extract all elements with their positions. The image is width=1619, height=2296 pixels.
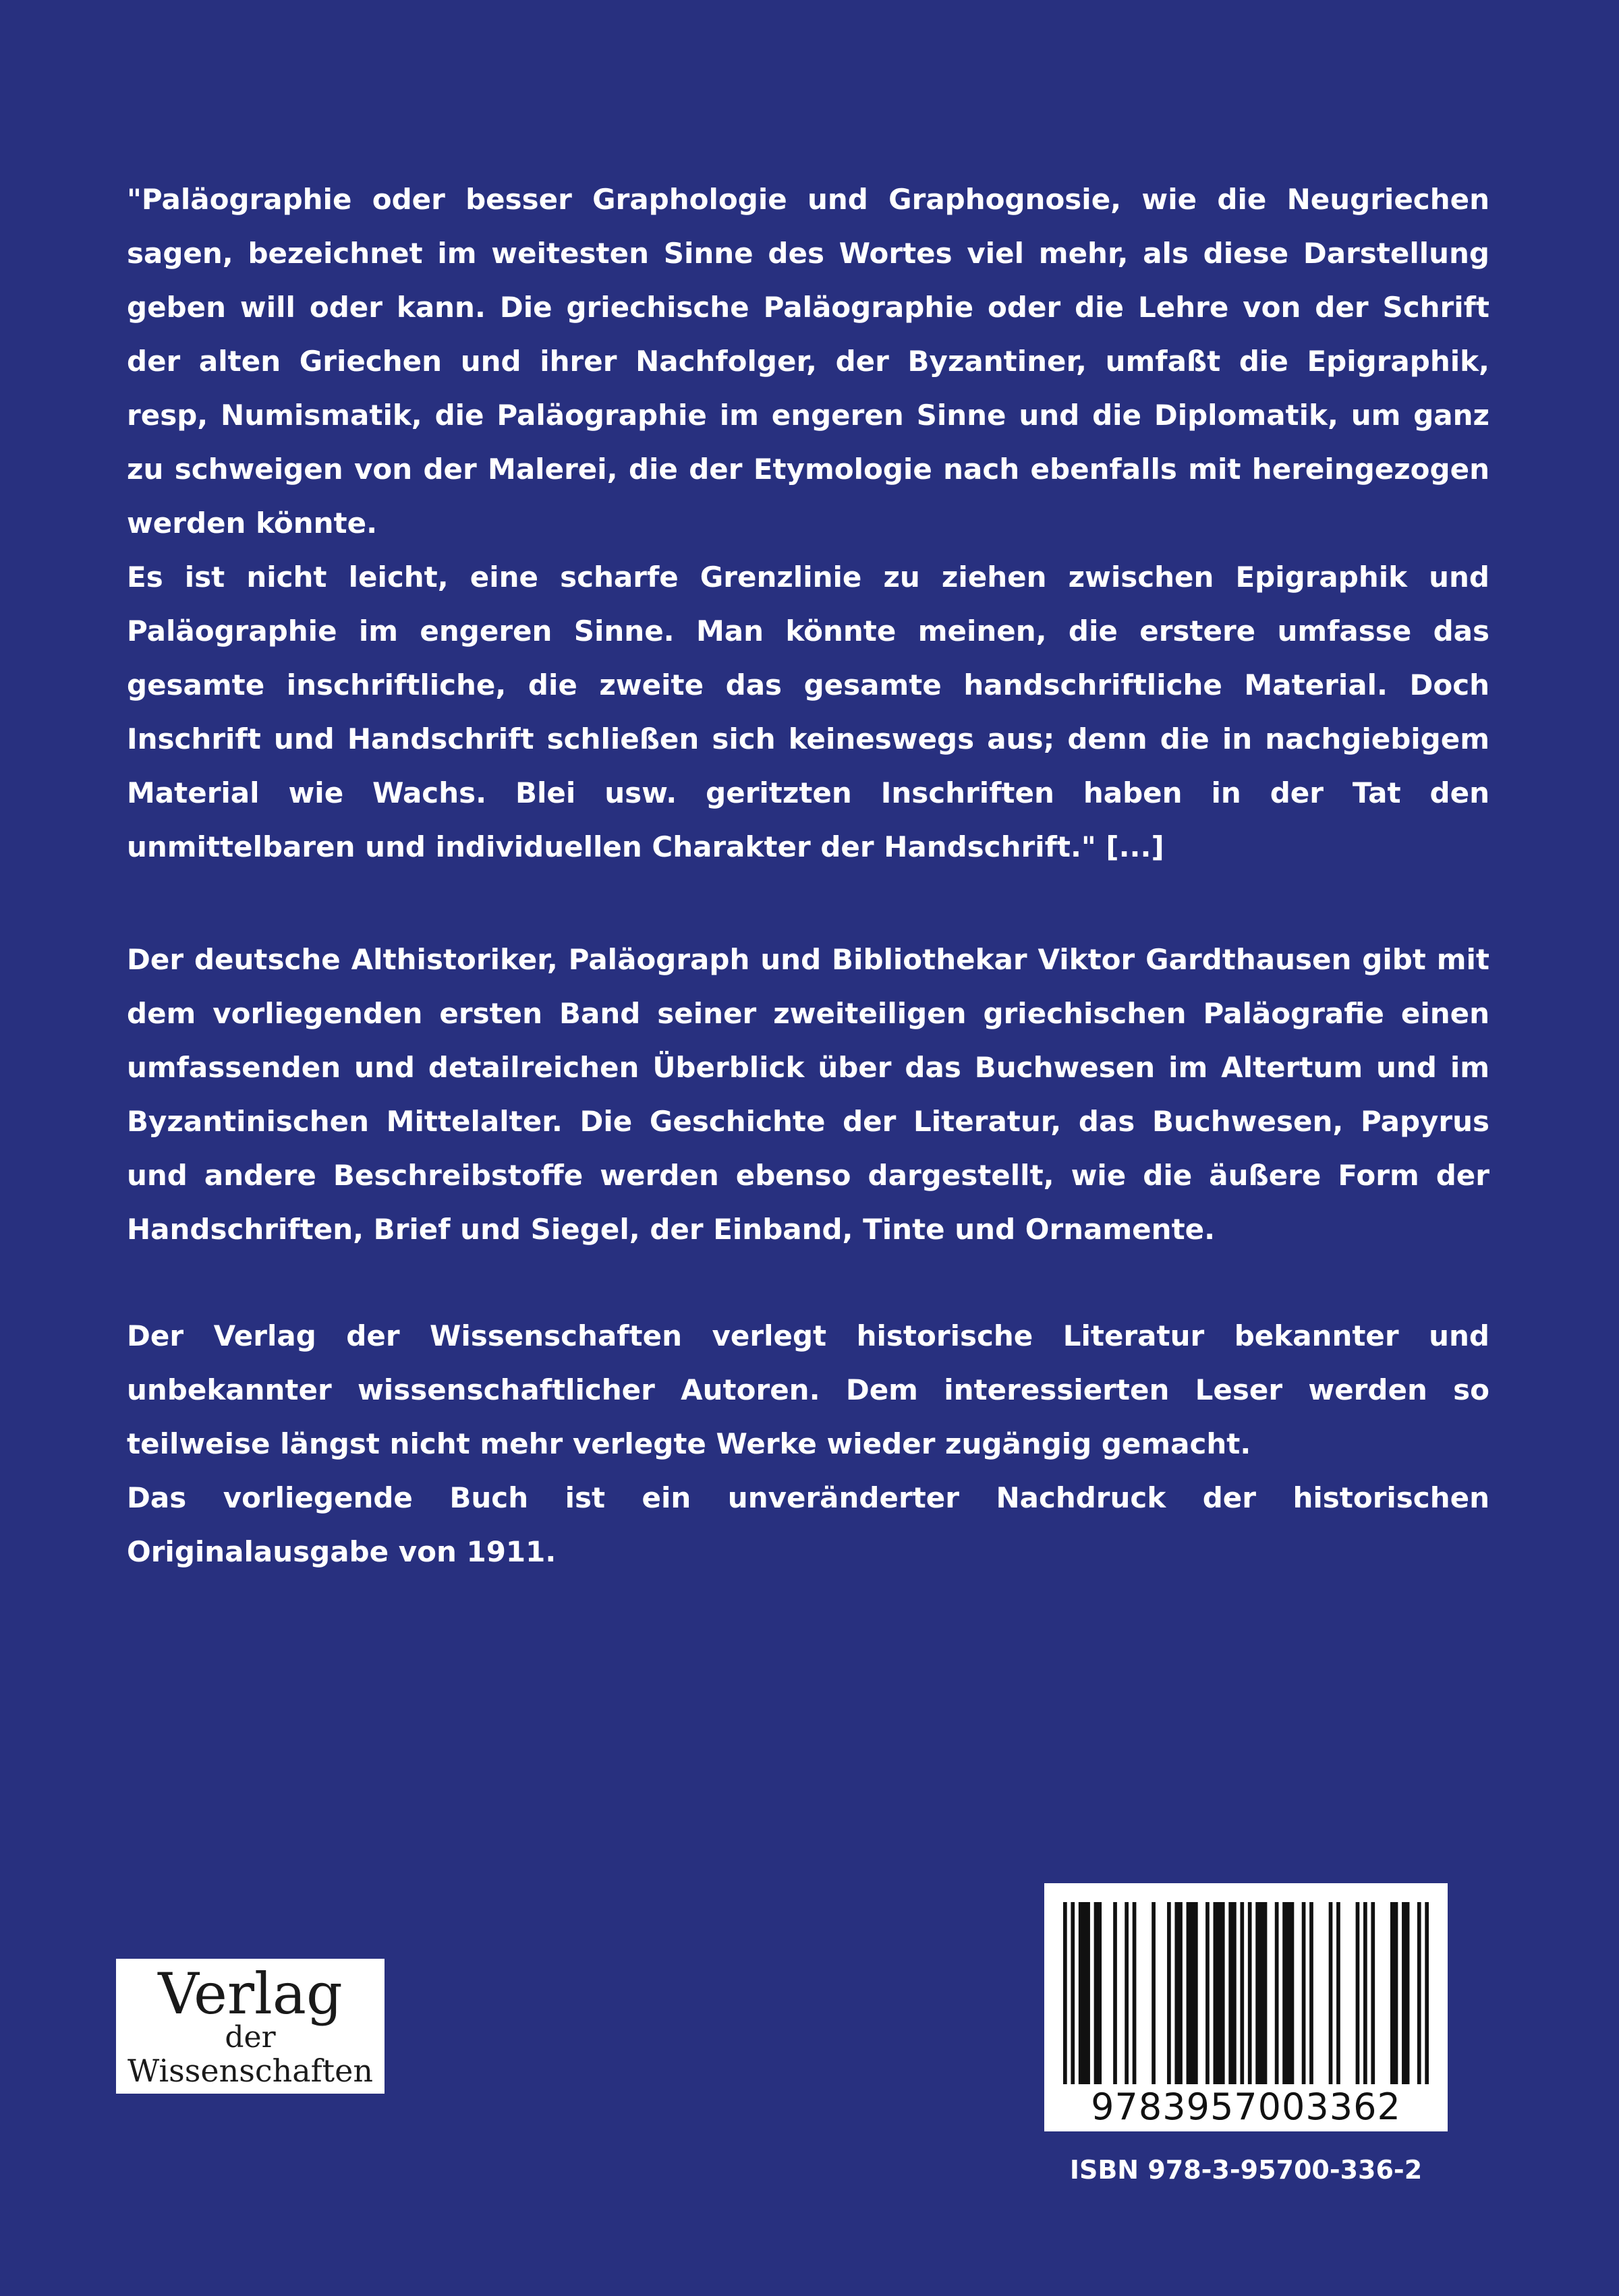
- barcode-bar: [1417, 1902, 1421, 2084]
- barcode-bar: [1167, 1902, 1171, 2084]
- barcode-bar: [1356, 1902, 1360, 2084]
- quote-paragraph: Es ist nicht leicht, eine scharfe Grenzlinie zu ziehen zwischen Epigraphik und Paläographie im engeren Sinne. Man könnte meinen, die erstere umfasse das gesamte inschriftliche, die zweite das gesamte handschriftliche Material. Doch Inschrift und Handschrift schließen sich keineswegs aus; denn die in nachgiebigem Material wie Wachs. Blei usw. geritzten Inschriften haben in der Tat den unmittelbaren und individuellen Charakter der Handschrift." [...]: [127, 561, 1489, 863]
- barcode-bars: [1063, 1902, 1429, 2084]
- barcode-bar: [1302, 1902, 1306, 2084]
- barcode-bar: [1174, 1902, 1182, 2084]
- description-block: [127, 933, 1489, 1257]
- barcode-bar: [1275, 1902, 1279, 2084]
- barcode-bar: [1228, 1902, 1236, 2084]
- barcode-bar: [1133, 1902, 1137, 2084]
- barcode-bar: [1402, 1902, 1409, 2084]
- barcode-bar: [1371, 1902, 1375, 2084]
- publisher-logo: [116, 1959, 385, 2094]
- publisher-paragraph: Das vorliegende Buch ist ein unveränderter Nachdruck der historischen Originalausgabe von 1911.: [127, 1481, 1489, 1568]
- logo-line-wissenschaften: Wissenschaften: [127, 2053, 374, 2089]
- barcode-bar: [1425, 1902, 1429, 2084]
- publisher-paragraph: Der Verlag der Wissenschaften verlegt historische Literatur bekannter und unbekannter wissenschaftlicher Autoren. Dem interessierten Leser werden so teilweise längst nicht mehr verlegte Werke wieder zugängig gemacht.: [127, 1319, 1489, 1460]
- description-paragraph: Der deutsche Althistoriker, Paläograph und Bibliothekar Viktor Gardthausen gibt mit dem vorliegenden ersten Band seiner zweiteiligen griechischen Paläografie einen umfassenden und detailreichen Überblick über das Buchwesen im Altertum und im Byzantinischen Mittelalter. Die Geschichte der Literatur, das Buchwesen, Papyrus und andere Beschreibstoffe werden ebenso dargestellt, wie die äußere Form der Handschriften, Brief und Siegel, der Einband, Tinte und Ornamente.: [127, 943, 1489, 1246]
- quote-block: [127, 173, 1489, 874]
- quote-paragraph: "Paläographie oder besser Graphologie und Graphognosie, wie die Neugriechen sagen, bezeichnet im weitesten Sinne des Wortes viel mehr, als diese Darstellung geben will oder kann. Die griechische Paläographie oder die Lehre von der Schrift der alten Griechen und ihrer Nachfolger, der Byzantiner, umfaßt die Epigraphik, resp, Numismatik, die Paläographie im engeren Sinne und die Diplomatik, um ganz zu schweigen von der Malerei, die der Etymologie nach ebenfalls mit hereingezogen werden könnte.: [127, 183, 1489, 540]
- barcode-bar: [1255, 1902, 1267, 2084]
- logo-line-der: der: [225, 2020, 276, 2055]
- barcode-bar: [1187, 1902, 1198, 2084]
- barcode-bar: [1390, 1902, 1398, 2084]
- barcode-bar: [1125, 1902, 1129, 2084]
- barcode-bar: [1363, 1902, 1367, 2084]
- barcode-bar: [1079, 1902, 1090, 2084]
- barcode-bar: [1205, 1902, 1210, 2084]
- barcode-bar: [1071, 1902, 1075, 2084]
- barcode-bar: [1309, 1902, 1313, 2084]
- barcode-bar: [1094, 1902, 1102, 2084]
- barcode-bar: [1282, 1902, 1294, 2084]
- logo-line-verlag: Verlag: [158, 1961, 343, 2027]
- barcode-digits: 9783957003362: [1091, 2086, 1401, 2128]
- barcode-bar: [1248, 1902, 1252, 2084]
- barcode-bar: [1113, 1902, 1117, 2084]
- barcode: [1044, 1883, 1448, 2131]
- barcode-bar: [1214, 1902, 1225, 2084]
- barcode-bar: [1329, 1902, 1333, 2084]
- isbn-number: ISBN 978-3-95700-336-2: [1069, 2155, 1423, 2185]
- publisher-info-block: [127, 1309, 1489, 1579]
- barcode-bar: [1152, 1902, 1156, 2084]
- barcode-bar: [1063, 1902, 1067, 2084]
- barcode-bar: [1240, 1902, 1244, 2084]
- barcode-bar: [1336, 1902, 1340, 2084]
